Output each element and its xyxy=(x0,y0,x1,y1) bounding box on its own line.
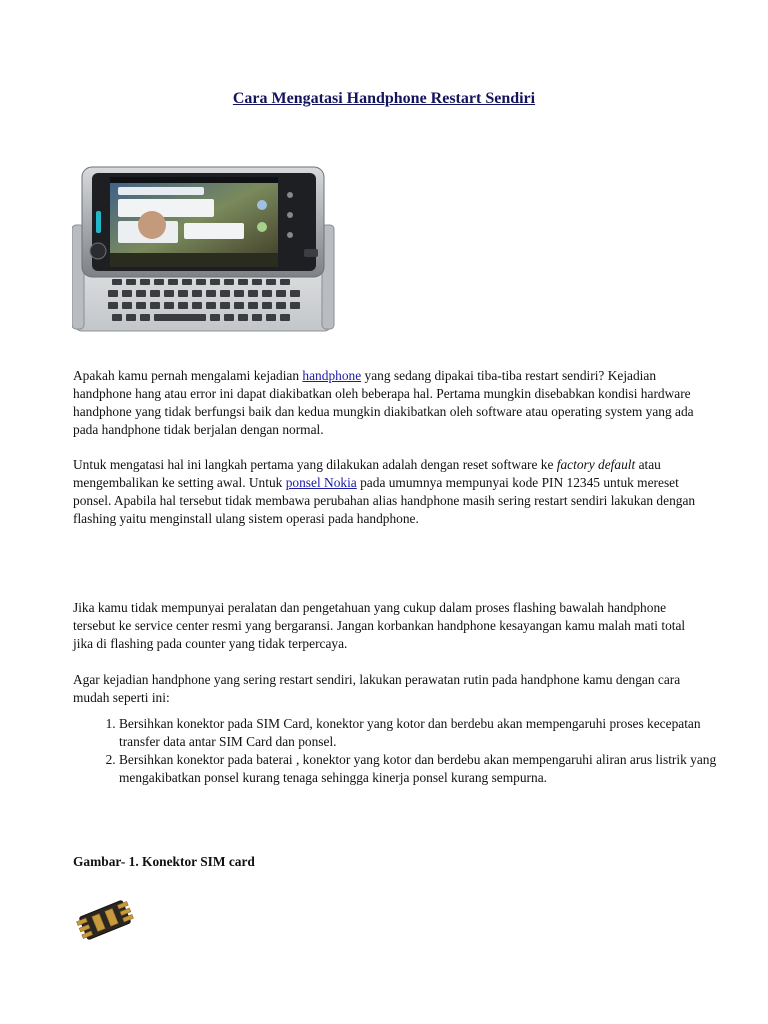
link-handphone[interactable]: handphone xyxy=(302,368,362,383)
list-item: 1. Bersihkan konektor pada SIM Card, konektor yang kotor dan berdebu akan mempengaruhi proses kecepatan transfer data antar SIM Card dan ponsel. xyxy=(119,715,744,751)
paragraph-3: Jika kamu tidak mempunyai peralatan dan pengetahuan yang cukup dalam proses flashing bawalah handphone tersebut ke service center resmi yang bergaransi. Jangan korbankan handphone kesayangan kamu malah mati total jika di flashing pada counter yang tidak terpercaya. xyxy=(73,600,686,651)
smartphone-image xyxy=(72,165,336,335)
paragraph-2: Untuk mengatasi hal ini langkah pertama yang dilakukan adalah dengan reset software ke factory default atau mengembalikan ke setting awal. Untuk ponsel Nokia pada umumnya mempunyai kode PIN 12345 untuk mereset ponsel. Apabila hal tersebut tidak membawa perubahan alias handphone masih sering restart sendiri lakukan dengan flashing yaitu menginstall ulang sistem operasi pada handphone. xyxy=(73,457,696,526)
sim-connector-image xyxy=(76,898,134,942)
figure-caption: Gambar- 1. Konektor SIM card xyxy=(73,854,255,869)
list-item: 2. Bersihkan konektor pada baterai , konektor yang kotor dan berdebu akan mempengaruhi aliran arus listrik yang mengakibatkan ponsel kurang tenaga sehingga kinerja ponsel kurang sempurna. xyxy=(119,751,744,787)
paragraph-4: Agar kejadian handphone yang sering restart sendiri, lakukan perawatan rutin pada handphone kamu dengan cara mudah seperti ini: xyxy=(73,672,681,705)
link-ponsel-nokia[interactable]: ponsel Nokia xyxy=(285,475,357,490)
maintenance-list xyxy=(73,715,744,787)
page-title: Cara Mengatasi Handphone Restart Sendiri xyxy=(232,90,536,107)
paragraph-1: Apakah kamu pernah mengalami kejadian handphone yang sedang dipakai tiba-tiba restart sendiri? Kejadian handphone hang atau error ini dapat diakibatkan oleh beberapa hal. Pertama mungkin disebabkan kondisi hardware handphone yang tidak berfungsi baik dan kedua mungkin diakibatkan oleh software atau operating system yang ada pada handphone tidak berjalan dengan normal. xyxy=(73,368,694,437)
